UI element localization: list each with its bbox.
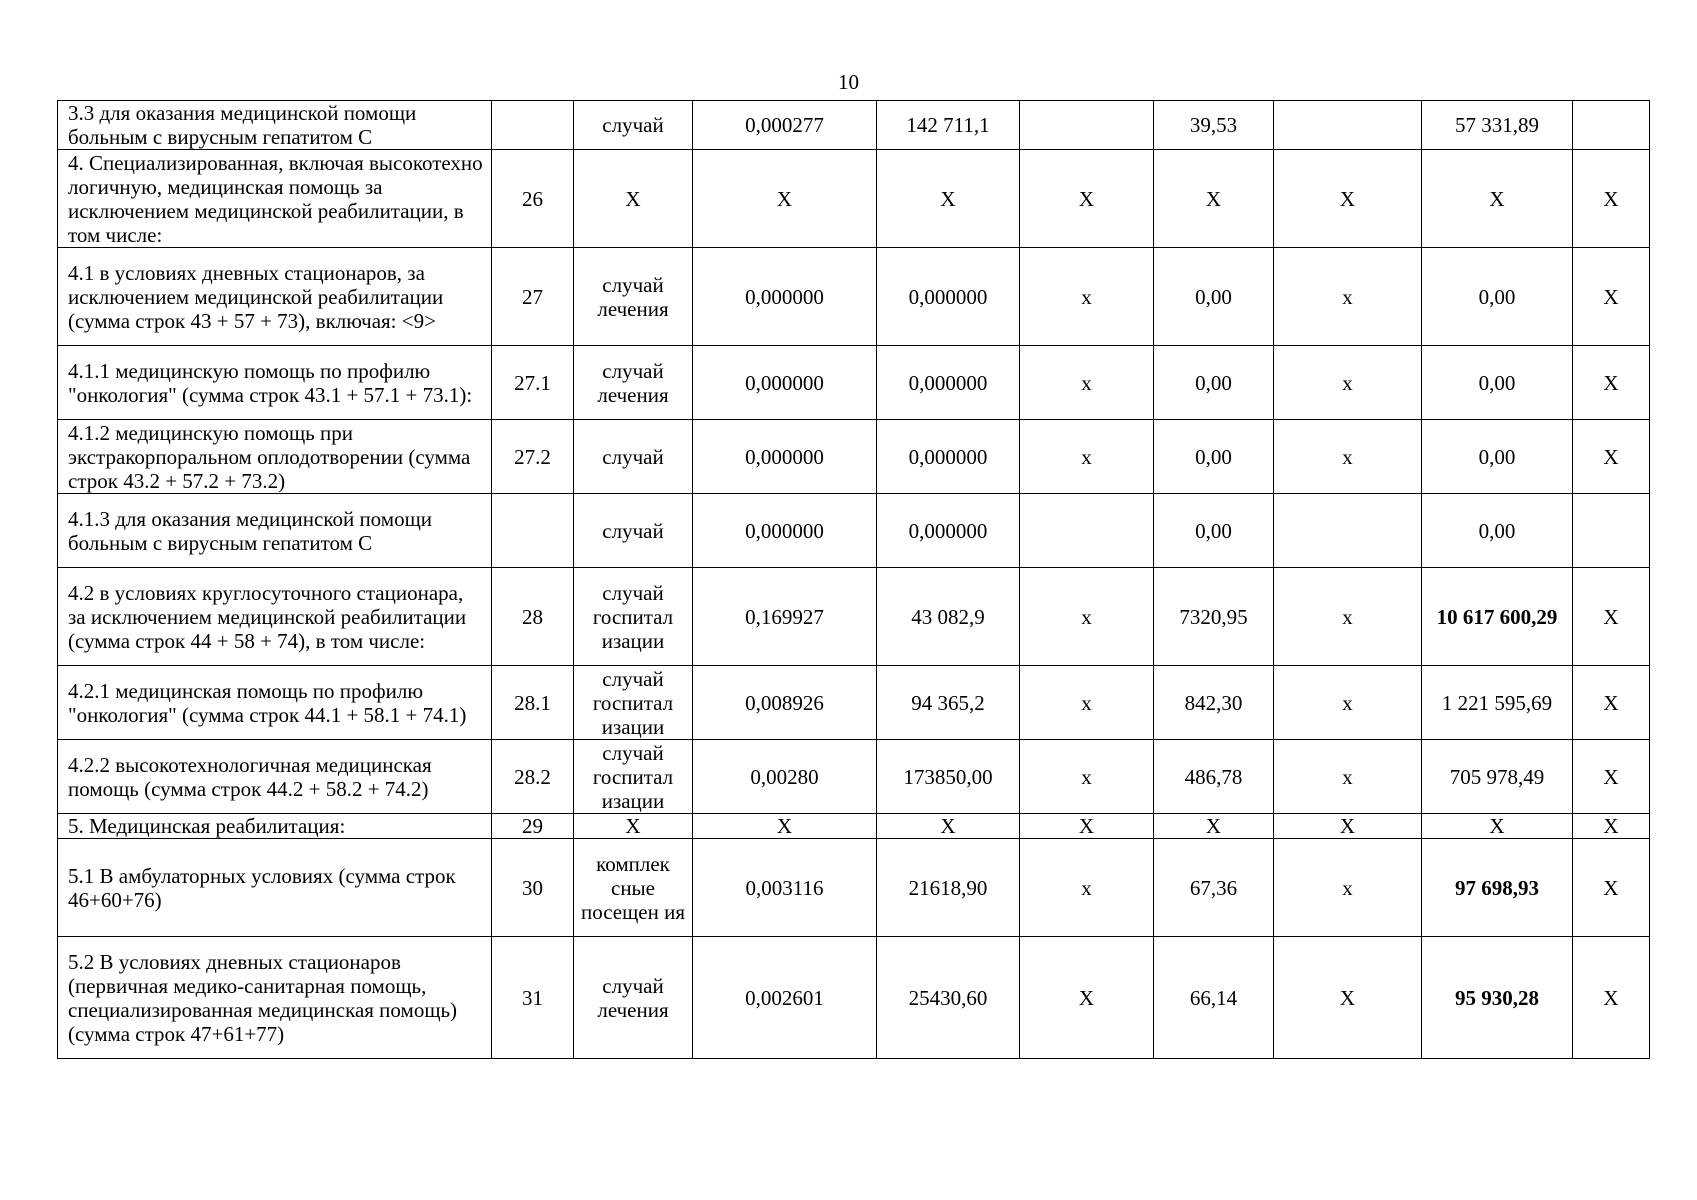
line-number-cell: 29 bbox=[492, 814, 574, 839]
cost-cell: X bbox=[877, 150, 1020, 248]
last-column-cell: X bbox=[1573, 740, 1650, 814]
unit-cell: случай bbox=[574, 101, 693, 150]
volume-cell: 0,000000 bbox=[693, 494, 877, 568]
total-cell: 0,00 bbox=[1422, 494, 1573, 568]
total-cell: 705 978,49 bbox=[1422, 740, 1573, 814]
cost-cell: 0,000000 bbox=[877, 494, 1020, 568]
volume-cell: 0,000000 bbox=[693, 248, 877, 346]
column-6-cell: х bbox=[1020, 568, 1154, 666]
line-number-cell: 27.1 bbox=[492, 346, 574, 420]
total-cell: 1 221 595,69 bbox=[1422, 666, 1573, 740]
row-name-cell: 4.1 в условиях дневных стационаров, за исключением медицинской реабилитации (сумма строк 43 + 57 + 73), включая: <9> bbox=[58, 248, 492, 346]
column-7-cell: 66,14 bbox=[1154, 937, 1274, 1059]
table-row bbox=[58, 666, 1650, 740]
unit-cell: случай bbox=[574, 420, 693, 494]
last-column-cell: X bbox=[1573, 420, 1650, 494]
column-6-cell bbox=[1020, 494, 1154, 568]
volume-cell: 0,169927 bbox=[693, 568, 877, 666]
cost-cell: 21618,90 bbox=[877, 839, 1020, 937]
unit-cell: случай госпитал изации bbox=[574, 740, 693, 814]
line-number-cell: 26 bbox=[492, 150, 574, 248]
cost-cell: 142 711,1 bbox=[877, 101, 1020, 150]
volume-cell: 0,00280 bbox=[693, 740, 877, 814]
total-cell: 95 930,28 bbox=[1422, 937, 1573, 1059]
unit-cell: X bbox=[574, 814, 693, 839]
unit-cell: случай лечения bbox=[574, 346, 693, 420]
column-8-cell bbox=[1274, 101, 1422, 150]
volume-cell: 0,002601 bbox=[693, 937, 877, 1059]
column-6-cell: х bbox=[1020, 420, 1154, 494]
last-column-cell: X bbox=[1573, 666, 1650, 740]
column-6-cell: х bbox=[1020, 839, 1154, 937]
column-7-cell: X bbox=[1154, 814, 1274, 839]
column-7-cell: 0,00 bbox=[1154, 420, 1274, 494]
row-name-cell: 4.2.2 высокотехнологичная медицинская помощь (сумма строк 44.2 + 58.2 + 74.2) bbox=[58, 740, 492, 814]
unit-cell: комплек сные посещен ия bbox=[574, 839, 693, 937]
column-6-cell: х bbox=[1020, 740, 1154, 814]
total-cell: X bbox=[1422, 150, 1573, 248]
line-number-cell bbox=[492, 494, 574, 568]
volume-cell: 0,000000 bbox=[693, 420, 877, 494]
unit-cell: случай госпитал изации bbox=[574, 666, 693, 740]
column-8-cell: х bbox=[1274, 740, 1422, 814]
line-number-cell: 28 bbox=[492, 568, 574, 666]
column-8-cell: х bbox=[1274, 248, 1422, 346]
volume-cell: 0,000277 bbox=[693, 101, 877, 150]
line-number-cell: 27 bbox=[492, 248, 574, 346]
last-column-cell: X bbox=[1573, 814, 1650, 839]
column-6-cell: X bbox=[1020, 937, 1154, 1059]
table-row bbox=[58, 839, 1650, 937]
cost-cell: 0,000000 bbox=[877, 420, 1020, 494]
column-8-cell: X bbox=[1274, 150, 1422, 248]
page-number: 10 bbox=[838, 70, 859, 94]
table-row bbox=[58, 740, 1650, 814]
row-name-cell: 4.1.2 медицинскую помощь при экстракорпоральном оплодотворении (сумма строк 43.2 + 57.2 + 73.2) bbox=[58, 420, 492, 494]
column-6-cell: х bbox=[1020, 666, 1154, 740]
line-number-cell bbox=[492, 101, 574, 150]
column-7-cell: 0,00 bbox=[1154, 346, 1274, 420]
line-number-cell: 31 bbox=[492, 937, 574, 1059]
cost-cell: 43 082,9 bbox=[877, 568, 1020, 666]
volume-cell: X bbox=[693, 150, 877, 248]
table-row bbox=[58, 101, 1650, 150]
total-cell: 0,00 bbox=[1422, 346, 1573, 420]
cost-cell: 173850,00 bbox=[877, 740, 1020, 814]
total-cell: 10 617 600,29 bbox=[1422, 568, 1573, 666]
column-7-cell: 486,78 bbox=[1154, 740, 1274, 814]
total-cell: 57 331,89 bbox=[1422, 101, 1573, 150]
total-cell: X bbox=[1422, 814, 1573, 839]
row-name-cell: 5.2 В условиях дневных стационаров (первичная медико-санитарная помощь, специализированная медицинская помощь) (сумма строк 47+61+77) bbox=[58, 937, 492, 1059]
column-8-cell: х bbox=[1274, 839, 1422, 937]
column-6-cell: х bbox=[1020, 248, 1154, 346]
last-column-cell: X bbox=[1573, 150, 1650, 248]
row-name-cell: 3.3 для оказания медицинской помощи больным с вирусным гепатитом С bbox=[58, 101, 492, 150]
cost-cell: 94 365,2 bbox=[877, 666, 1020, 740]
unit-cell: случай bbox=[574, 494, 693, 568]
table-row bbox=[58, 814, 1650, 839]
column-6-cell: X bbox=[1020, 150, 1154, 248]
table-row bbox=[58, 420, 1650, 494]
line-number-cell: 28.2 bbox=[492, 740, 574, 814]
last-column-cell bbox=[1573, 101, 1650, 150]
column-7-cell: 0,00 bbox=[1154, 248, 1274, 346]
column-7-cell: 0,00 bbox=[1154, 494, 1274, 568]
column-8-cell bbox=[1274, 494, 1422, 568]
total-cell: 0,00 bbox=[1422, 420, 1573, 494]
row-name-cell: 4. Специализированная, включая высокотехно логичную, медицинская помощь за исключением медицинской реабилитации, в том числе: bbox=[58, 150, 492, 248]
last-column-cell: X bbox=[1573, 346, 1650, 420]
row-name-cell: 4.2 в условиях круглосуточного стационара, за исключением медицинской реабилитации (сумма строк 44 + 58 + 74), в том числе: bbox=[58, 568, 492, 666]
row-name-cell: 5. Медицинская реабилитация: bbox=[58, 814, 492, 839]
column-7-cell: 39,53 bbox=[1154, 101, 1274, 150]
column-8-cell: х bbox=[1274, 666, 1422, 740]
column-6-cell: х bbox=[1020, 346, 1154, 420]
table-row bbox=[58, 346, 1650, 420]
row-name-cell: 4.2.1 медицинская помощь по профилю "онкология" (сумма строк 44.1 + 58.1 + 74.1) bbox=[58, 666, 492, 740]
column-8-cell: X bbox=[1274, 937, 1422, 1059]
cost-cell: 25430,60 bbox=[877, 937, 1020, 1059]
cost-cell: 0,000000 bbox=[877, 248, 1020, 346]
cost-cell: 0,000000 bbox=[877, 346, 1020, 420]
table-row bbox=[58, 150, 1650, 248]
last-column-cell: X bbox=[1573, 839, 1650, 937]
column-7-cell: X bbox=[1154, 150, 1274, 248]
data-table bbox=[57, 100, 1650, 1059]
column-7-cell: 67,36 bbox=[1154, 839, 1274, 937]
column-8-cell: X bbox=[1274, 814, 1422, 839]
volume-cell: 0,000000 bbox=[693, 346, 877, 420]
volume-cell: 0,008926 bbox=[693, 666, 877, 740]
column-8-cell: х bbox=[1274, 568, 1422, 666]
column-8-cell: х bbox=[1274, 346, 1422, 420]
column-6-cell: X bbox=[1020, 814, 1154, 839]
line-number-cell: 28.1 bbox=[492, 666, 574, 740]
total-cell: 97 698,93 bbox=[1422, 839, 1573, 937]
table-row bbox=[58, 568, 1650, 666]
table-body bbox=[58, 101, 1650, 1059]
volume-cell: 0,003116 bbox=[693, 839, 877, 937]
unit-cell: случай госпитал изации bbox=[574, 568, 693, 666]
row-name-cell: 5.1 В амбулаторных условиях (сумма строк 46+60+76) bbox=[58, 839, 492, 937]
unit-cell: X bbox=[574, 150, 693, 248]
table-row bbox=[58, 494, 1650, 568]
total-cell: 0,00 bbox=[1422, 248, 1573, 346]
row-name-cell: 4.1.1 медицинскую помощь по профилю "онкология" (сумма строк 43.1 + 57.1 + 73.1): bbox=[58, 346, 492, 420]
column-8-cell: х bbox=[1274, 420, 1422, 494]
last-column-cell: X bbox=[1573, 248, 1650, 346]
last-column-cell: X bbox=[1573, 568, 1650, 666]
unit-cell: случай лечения bbox=[574, 248, 693, 346]
volume-cell: X bbox=[693, 814, 877, 839]
last-column-cell: X bbox=[1573, 937, 1650, 1059]
table-row bbox=[58, 937, 1650, 1059]
unit-cell: случай лечения bbox=[574, 937, 693, 1059]
line-number-cell: 27.2 bbox=[492, 420, 574, 494]
last-column-cell bbox=[1573, 494, 1650, 568]
column-7-cell: 842,30 bbox=[1154, 666, 1274, 740]
line-number-cell: 30 bbox=[492, 839, 574, 937]
cost-cell: X bbox=[877, 814, 1020, 839]
column-6-cell bbox=[1020, 101, 1154, 150]
row-name-cell: 4.1.3 для оказания медицинской помощи больным с вирусным гепатитом С bbox=[58, 494, 492, 568]
column-7-cell: 7320,95 bbox=[1154, 568, 1274, 666]
table-row bbox=[58, 248, 1650, 346]
